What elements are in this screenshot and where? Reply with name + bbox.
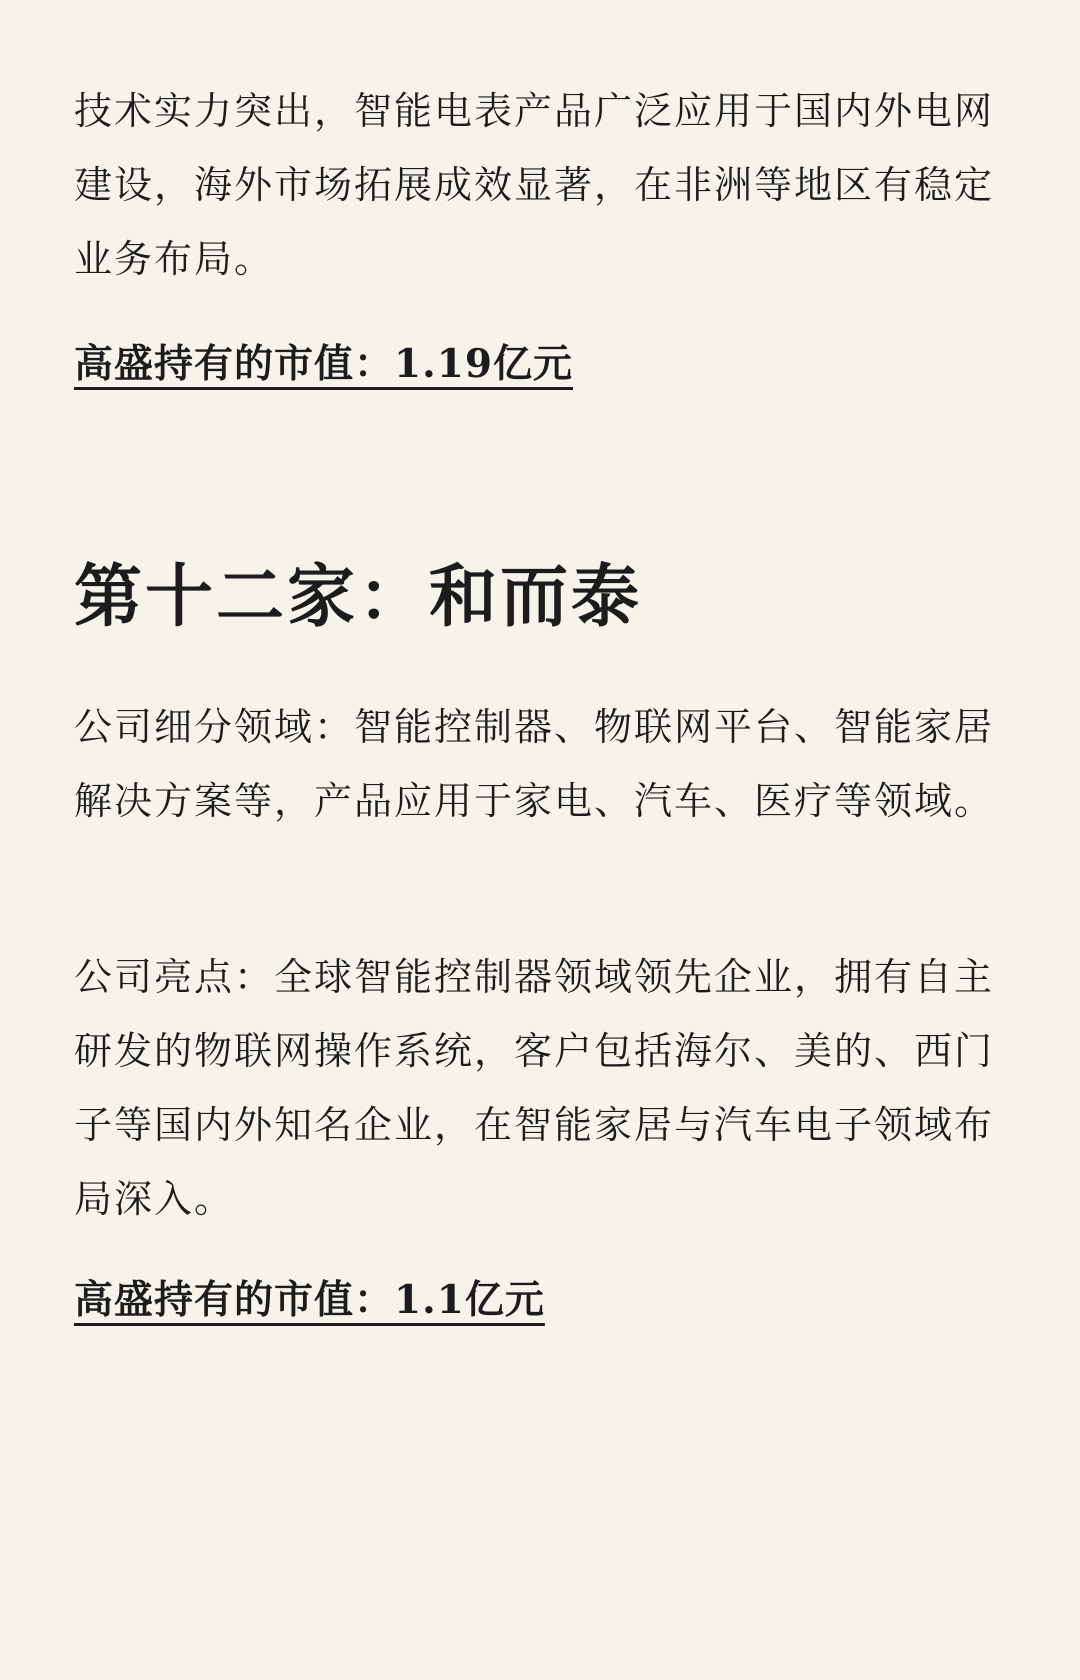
previous-company-description: 技术实力突出，智能电表产品广泛应用于国内外电网建设，海外市场拓展成效显著，在非洲等地区有稳定业务布局。 xyxy=(74,89,995,281)
company-highlights-paragraph: 公司亮点：全球智能控制器领域领先企业，拥有自主研发的物联网操作系统，客户包括海尔、美的、西门子等国内外知名企业，在智能家居与汽车电子领域布局深入。 xyxy=(74,955,995,1221)
section-title: 第十二家：和而泰 xyxy=(74,557,643,637)
company-market-value: 高盛持有的市值：1.1亿元 xyxy=(74,1277,545,1323)
company-field-paragraph: 公司细分领域：智能控制器、物联网平台、智能家居解决方案等，产品应用于家电、汽车、医疗等领域。 xyxy=(74,705,995,823)
previous-company-market-value: 高盛持有的市值：1.19亿元 xyxy=(74,341,573,387)
